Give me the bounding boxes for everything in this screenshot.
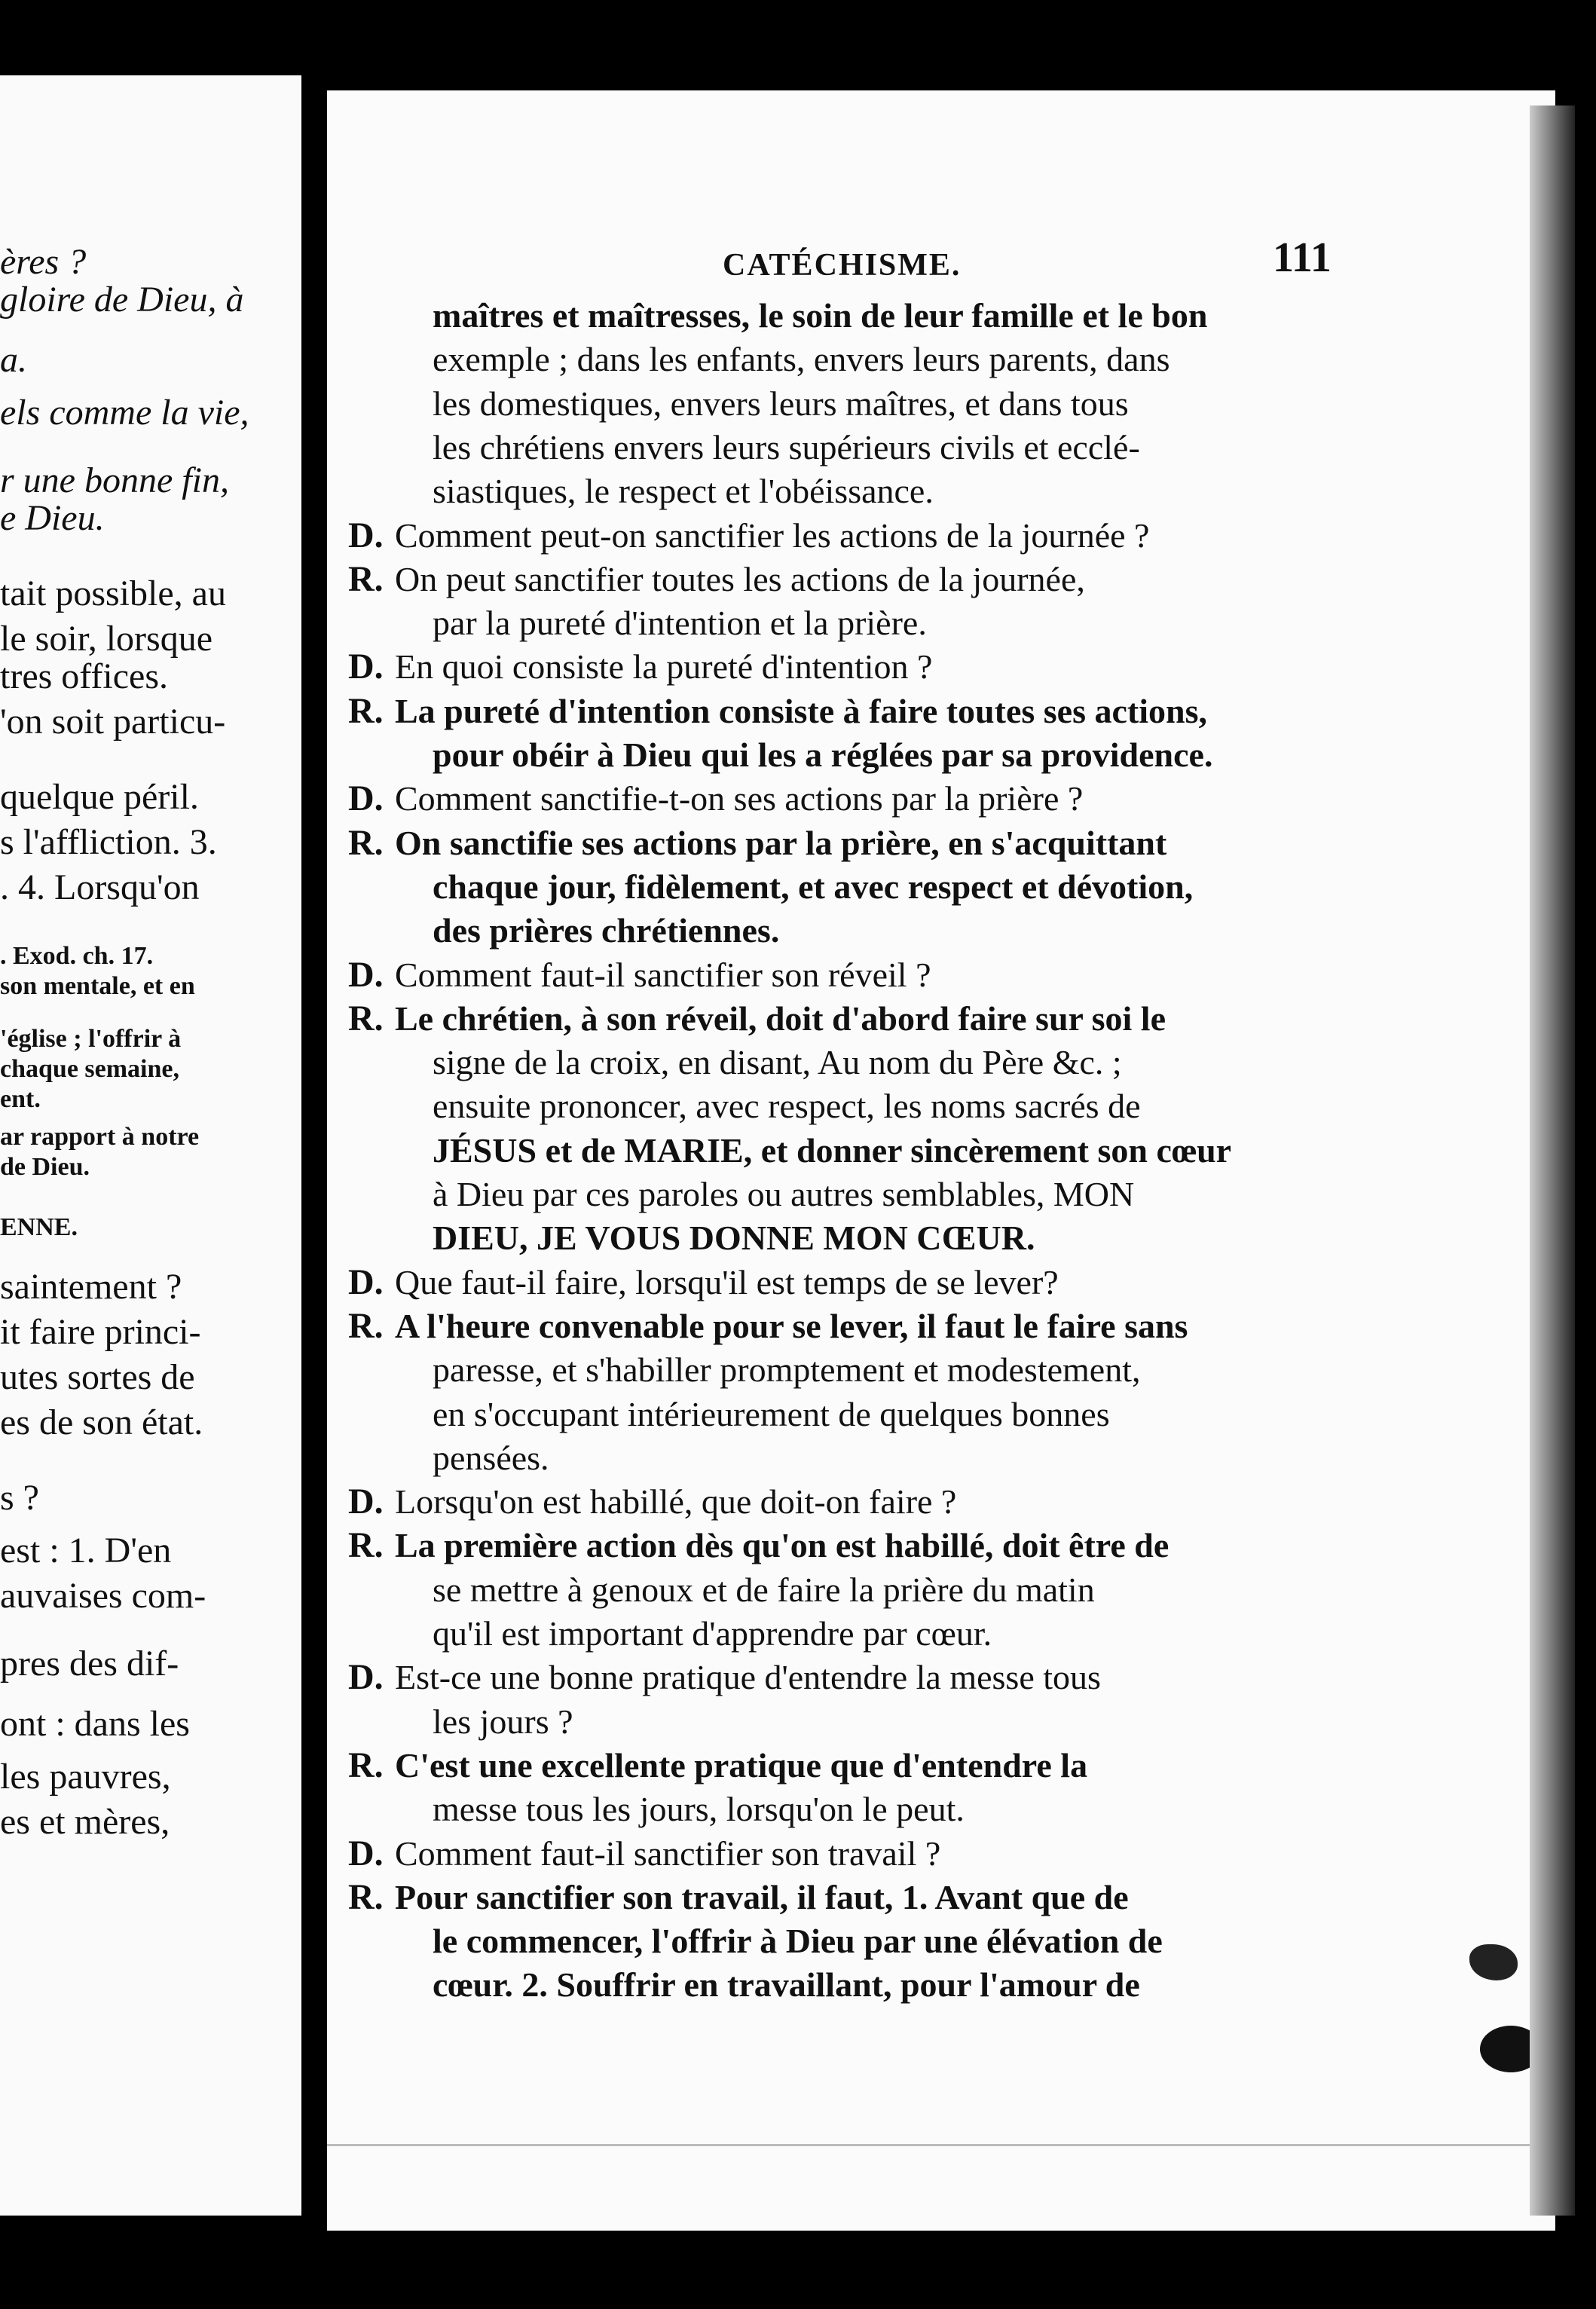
line-text: Le chrétien, à son réveil, doit d'abord faire sur soi le bbox=[395, 999, 1166, 1038]
left-page-line: a. bbox=[0, 340, 27, 380]
left-page-line: . 4. Lorsqu'on bbox=[0, 867, 200, 907]
text-line bbox=[327, 733, 1555, 777]
left-page-line: tait possible, au bbox=[0, 573, 226, 613]
text-line bbox=[327, 338, 1555, 381]
left-page-line: 'église ; l'offrir à bbox=[0, 1025, 182, 1053]
line-text: En quoi consiste la pureté d'intention ? bbox=[395, 647, 933, 686]
line-text: paresse, et s'habiller promptement et modestement, bbox=[433, 1350, 1141, 1389]
answer-marker: R. bbox=[348, 823, 384, 863]
line-text: les chrétiens envers leurs supérieurs civils et ecclé- bbox=[433, 428, 1140, 466]
text-line bbox=[327, 1876, 1555, 1919]
text-line bbox=[327, 601, 1555, 645]
left-page-line: auvaises com- bbox=[0, 1576, 206, 1616]
left-page-line: es et mères, bbox=[0, 1802, 170, 1842]
left-page-line: chaque semaine, bbox=[0, 1055, 179, 1083]
text-line bbox=[327, 1656, 1555, 1699]
text-line bbox=[327, 1436, 1555, 1480]
book-gutter bbox=[301, 75, 327, 2216]
line-text: Que faut-il faire, lorsqu'il est temps de se lever? bbox=[395, 1263, 1059, 1301]
left-page-line: quelque péril. bbox=[0, 777, 199, 817]
left-page-line: it faire princi- bbox=[0, 1312, 201, 1352]
text-line bbox=[327, 1832, 1555, 1876]
left-page-line: ères ? bbox=[0, 242, 87, 282]
left-page-line: es de son état. bbox=[0, 1402, 203, 1442]
line-text: On sanctifie ses actions par la prière, en s'acquittant bbox=[395, 824, 1167, 862]
line-text: les domestiques, envers leurs maîtres, et dans tous bbox=[433, 384, 1129, 423]
text-line bbox=[327, 1084, 1555, 1128]
text-line bbox=[327, 294, 1555, 338]
text-line bbox=[327, 1393, 1555, 1436]
line-text: JÉSUS et de MARIE, et donner sincèrement son cœur bbox=[433, 1131, 1232, 1170]
text-line bbox=[327, 909, 1555, 953]
line-text: cœur. 2. Souffrir en travaillant, pour l'amour de bbox=[433, 1965, 1140, 2004]
left-page-line: saintement ? bbox=[0, 1267, 182, 1307]
answer-marker: R. bbox=[348, 691, 384, 731]
text-line bbox=[327, 1129, 1555, 1173]
line-text: Comment faut-il sanctifier son réveil ? bbox=[395, 956, 931, 994]
line-text: les jours ? bbox=[433, 1702, 573, 1741]
text-line bbox=[327, 1216, 1555, 1260]
left-page-fragment bbox=[0, 75, 301, 2216]
answer-marker: R. bbox=[348, 1745, 384, 1785]
left-page-line: 'on soit particu- bbox=[0, 702, 226, 742]
left-page-line: e Dieu. bbox=[0, 498, 105, 538]
text-line bbox=[327, 382, 1555, 426]
line-text: Lorsqu'on est habillé, que doit-on faire ? bbox=[395, 1482, 957, 1521]
left-page-line: ont : dans les bbox=[0, 1704, 190, 1744]
text-line bbox=[327, 953, 1555, 997]
line-text: maîtres et maîtresses, le soin de leur famille et le bon bbox=[433, 296, 1208, 335]
left-page-line: pres des dif- bbox=[0, 1644, 179, 1684]
text-line bbox=[327, 1744, 1555, 1788]
answer-marker: R. bbox=[348, 559, 384, 599]
text-line bbox=[327, 865, 1555, 909]
left-page-line: ENNE. bbox=[0, 1213, 78, 1241]
left-page-line: els comme la vie, bbox=[0, 393, 249, 433]
text-line bbox=[327, 1700, 1555, 1744]
line-text: des prières chrétiennes. bbox=[433, 911, 780, 950]
line-text: La première action dès qu'on est habillé, doit être de bbox=[395, 1526, 1169, 1564]
page-header bbox=[327, 234, 1555, 286]
left-page-line: tres offices. bbox=[0, 656, 169, 696]
line-text: Comment faut-il sanctifier son travail ? bbox=[395, 1834, 941, 1873]
text-line bbox=[327, 1919, 1555, 1963]
line-text: Comment sanctifie-t-on ses actions par la prière ? bbox=[395, 779, 1084, 818]
line-text: en s'occupant intérieurement de quelques bonnes bbox=[433, 1395, 1110, 1433]
text-line bbox=[327, 469, 1555, 513]
running-head: CATÉCHISME. bbox=[723, 248, 962, 283]
text-line bbox=[327, 997, 1555, 1041]
answer-marker: R. bbox=[348, 1877, 384, 1917]
line-text: Pour sanctifier son travail, il faut, 1. Avant que de bbox=[395, 1878, 1129, 1916]
text-line bbox=[327, 1261, 1555, 1304]
line-text: Comment peut-on sanctifier les actions de la journée ? bbox=[395, 516, 1150, 555]
left-page-line: est : 1. D'en bbox=[0, 1531, 172, 1570]
line-text: le commencer, l'offrir à Dieu par une élévation de bbox=[433, 1922, 1163, 1960]
line-text: On peut sanctifier toutes les actions de la journée, bbox=[395, 560, 1085, 598]
text-line bbox=[327, 1041, 1555, 1084]
main-page bbox=[327, 90, 1555, 2231]
text-line bbox=[327, 1480, 1555, 1524]
question-marker: D. bbox=[348, 1833, 384, 1873]
line-text: qu'il est important d'apprendre par cœur. bbox=[433, 1614, 992, 1653]
left-page-line: le soir, lorsque bbox=[0, 619, 213, 659]
left-page-line: gloire de Dieu, à bbox=[0, 280, 244, 320]
line-text: messe tous les jours, lorsqu'on le peut. bbox=[433, 1790, 965, 1828]
question-marker: D. bbox=[348, 515, 384, 555]
text-line bbox=[327, 1963, 1555, 2007]
line-text: Est-ce une bonne pratique d'entendre la messe tous bbox=[395, 1658, 1101, 1696]
line-text: DIEU, JE VOUS DONNE MON CŒUR. bbox=[433, 1219, 1035, 1257]
left-page-line: ar rapport à notre bbox=[0, 1123, 200, 1151]
line-text: La pureté d'intention consiste à faire toutes ses actions, bbox=[395, 692, 1207, 730]
line-text: pour obéir à Dieu qui les a réglées par sa providence. bbox=[433, 736, 1213, 774]
text-line bbox=[327, 1304, 1555, 1348]
left-page-line: . Exod. ch. 17. bbox=[0, 942, 154, 970]
left-page-line: s ? bbox=[0, 1478, 39, 1518]
question-marker: D. bbox=[348, 1657, 384, 1697]
left-page-line: utes sortes de bbox=[0, 1357, 195, 1397]
left-page-line: s l'affliction. 3. bbox=[0, 822, 217, 862]
left-page-line: son mentale, et en bbox=[0, 972, 195, 1000]
line-text: A l'heure convenable pour se lever, il faut le faire sans bbox=[395, 1307, 1188, 1345]
question-marker: D. bbox=[348, 955, 384, 995]
line-text: C'est une excellente pratique que d'entendre la bbox=[395, 1746, 1088, 1785]
text-line bbox=[327, 514, 1555, 558]
left-page-line: r une bonne fin, bbox=[0, 460, 229, 500]
text-line bbox=[327, 1524, 1555, 1567]
text-line bbox=[327, 426, 1555, 469]
text-line bbox=[327, 1173, 1555, 1216]
answer-marker: R. bbox=[348, 999, 384, 1038]
line-text: signe de la croix, en disant, Au nom du Père &c. ; bbox=[433, 1043, 1122, 1081]
question-marker: D. bbox=[348, 1482, 384, 1521]
line-text: pensées. bbox=[433, 1439, 549, 1477]
page-number: 111 bbox=[1273, 234, 1332, 281]
line-text: exemple ; dans les enfants, envers leurs parents, dans bbox=[433, 340, 1170, 378]
text-line bbox=[327, 777, 1555, 821]
text-line bbox=[327, 645, 1555, 689]
text-line bbox=[327, 1348, 1555, 1392]
line-text: par la pureté d'intention et la prière. bbox=[433, 604, 927, 642]
line-text: siastiques, le respect et l'obéissance. bbox=[433, 472, 934, 510]
text-line bbox=[327, 558, 1555, 601]
answer-marker: R. bbox=[348, 1306, 384, 1346]
line-text: à Dieu par ces paroles ou autres semblables, MON bbox=[433, 1175, 1135, 1213]
question-marker: D. bbox=[348, 647, 384, 687]
answer-marker: R. bbox=[348, 1525, 384, 1565]
question-marker: D. bbox=[348, 778, 384, 818]
text-line bbox=[327, 690, 1555, 733]
text-line bbox=[327, 1788, 1555, 1831]
text-line bbox=[327, 821, 1555, 865]
footer-rule bbox=[327, 2144, 1555, 2146]
left-page-line: de Dieu. bbox=[0, 1153, 90, 1181]
line-text: chaque jour, fidèlement, et avec respect et dévotion, bbox=[433, 867, 1194, 906]
question-marker: D. bbox=[348, 1262, 384, 1302]
page-edge-shadow bbox=[1530, 106, 1575, 2216]
line-text: se mettre à genoux et de faire la prière du matin bbox=[433, 1570, 1095, 1609]
left-page-line: les pauvres, bbox=[0, 1757, 171, 1797]
left-page-line: ent. bbox=[0, 1085, 41, 1113]
text-line bbox=[327, 1612, 1555, 1656]
line-text: ensuite prononcer, avec respect, les noms sacrés de bbox=[433, 1087, 1141, 1125]
text-line bbox=[327, 1568, 1555, 1612]
